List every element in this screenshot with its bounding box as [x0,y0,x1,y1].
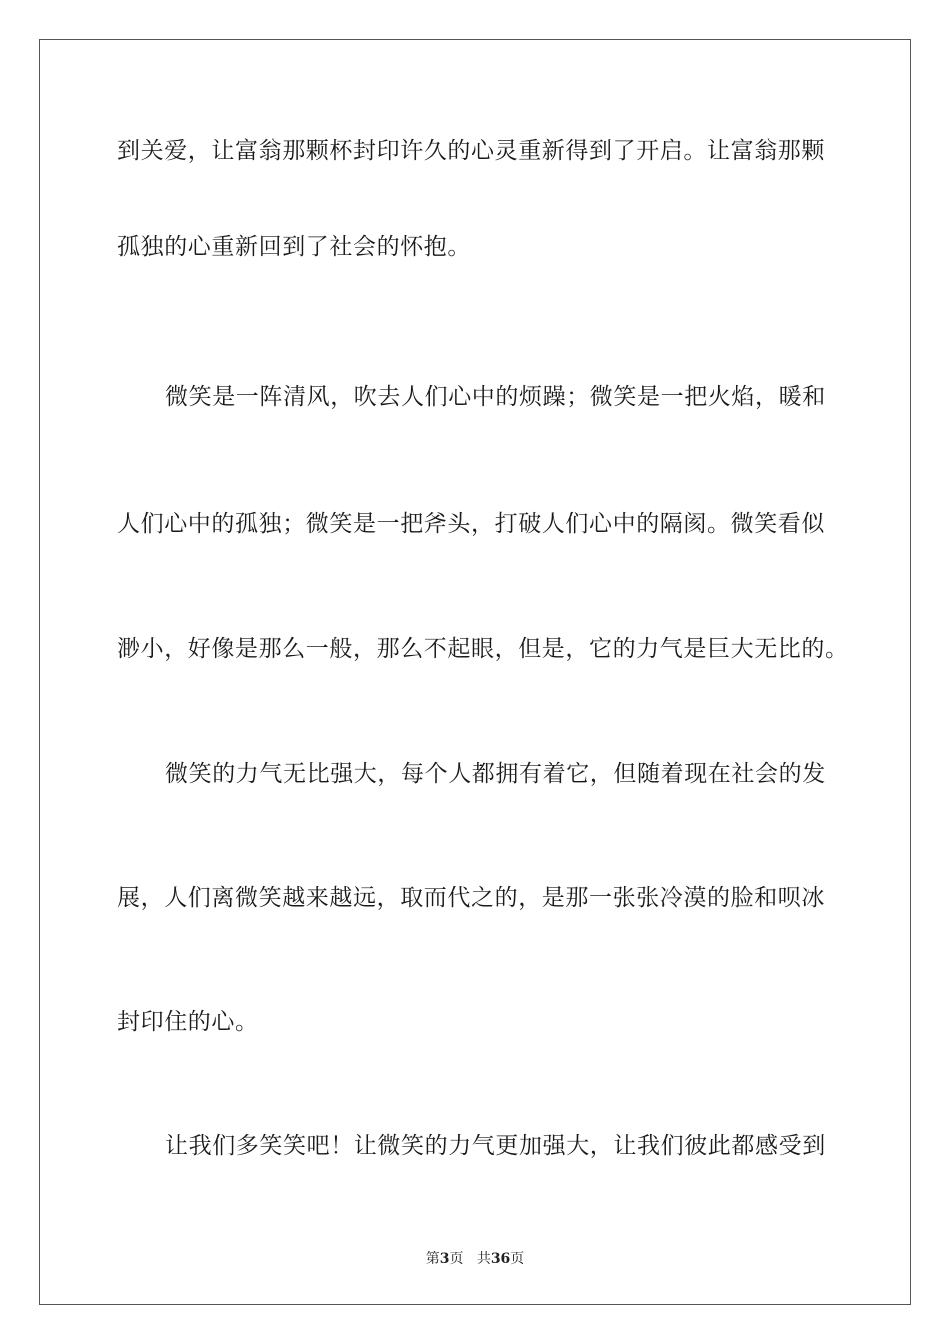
total-suffix: 页 [510,1251,525,1267]
page-prefix: 第 [425,1251,440,1267]
text-line: 人们心中的孤独；微笑是一把斧头，打破人们心中的隔阂。微笑看似 [117,511,825,537]
text-line: 展，人们离微笑越来越远，取而代之的，是那一张张冷漠的脸和呗冰 [117,885,825,911]
text-line: 封印住的心。 [117,1009,259,1035]
text-line: 孤独的心重新回到了社会的怀抱。 [117,234,471,260]
text-line: 到关爱，让富翁那颗杯封印许久的心灵重新得到了开启。让富翁那颗 [117,138,825,164]
page-footer [0,1248,950,1268]
page-border [39,39,911,1305]
page-number: 3 [439,1251,450,1267]
total-pages: 36 [490,1251,511,1267]
text-line: 渺小，好像是那么一般，那么不起眼，但是，它的力气是巨大无比的。 [117,636,849,662]
page-suffix: 页 [449,1251,464,1267]
paragraph-first-line: 让我们多笑笑吧！让微笑的力气更加强大，让我们彼此都感受到 [165,1133,826,1159]
paragraph-first-line: 微笑的力气无比强大，每个人都拥有着它，但随着现在社会的发 [165,761,826,787]
paragraph-first-line: 微笑是一阵清风，吹去人们心中的烦躁；微笑是一把火焰，暖和 [165,384,826,410]
total-prefix: 共 [476,1251,491,1267]
